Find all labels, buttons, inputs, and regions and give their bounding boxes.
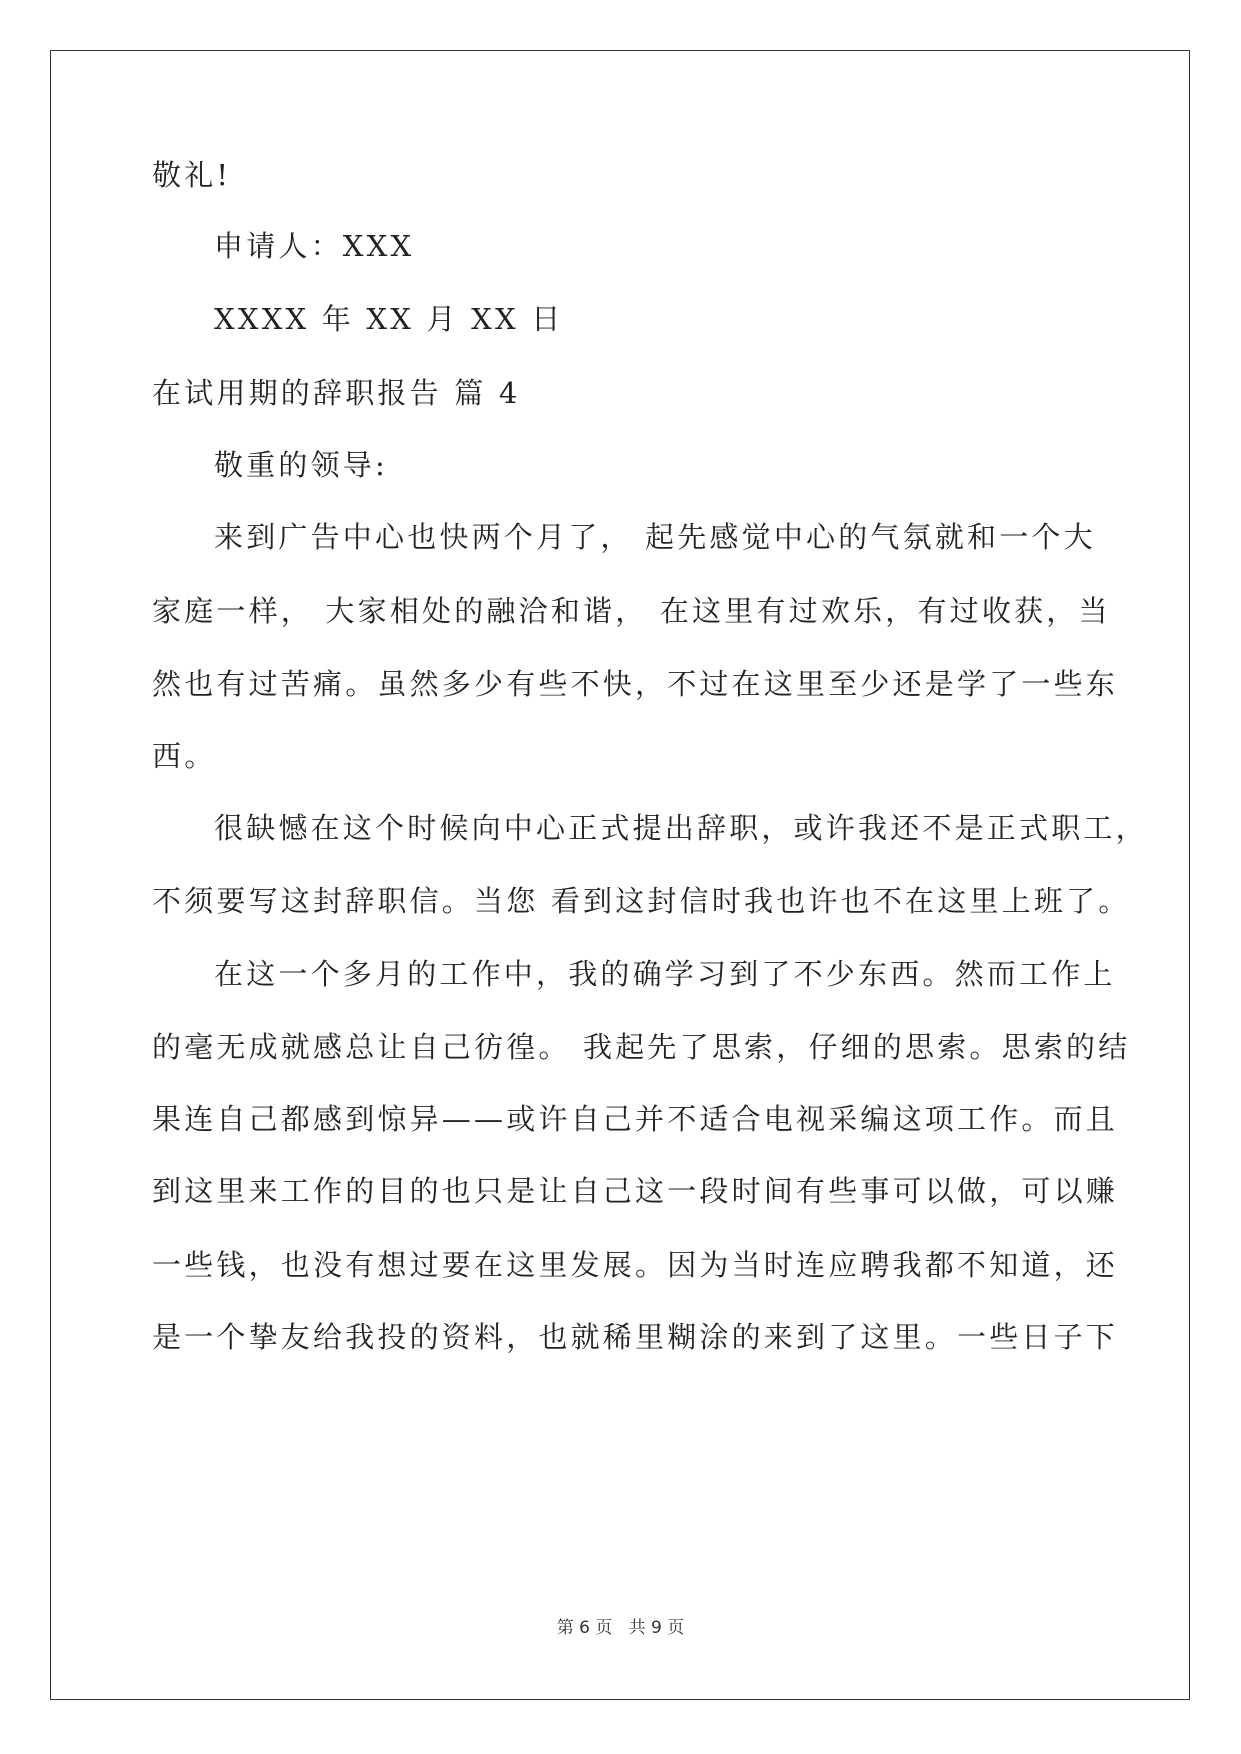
body-line: 在这一个多月的工作中，我的确学习到了不少东西。然而工作上 [214, 957, 1116, 991]
body-line: 果连自己都感到惊异——或许自己并不适合电视采编这项工作。而且 [152, 1102, 1119, 1136]
body-line: 家庭一样， 大家相处的融洽和谐， 在这里有过欢乐，有过收获，当 [152, 594, 1111, 628]
page-border [50, 50, 1190, 1700]
body-line: 的毫无成就感总让自己彷徨。 我起先了思索，仔细的思索。思索的结 [152, 1030, 1131, 1064]
closing-salutation: 敬礼! [152, 158, 232, 192]
body-line: 来到广告中心也快两个月了， 起先感觉中心的气氛就和一个大 [214, 520, 1096, 554]
applicant-line: 申请人：XXX [214, 229, 415, 263]
date-line: XXXX 年 XX 月 XX 日 [214, 302, 564, 336]
page-number-footer: 第 6 页 共 9 页 [556, 1618, 685, 1638]
section-heading: 在试用期的辞职报告 篇 4 [152, 376, 521, 410]
body-line: 是一个挚友给我投的资料，也就稀里糊涂的来到了这里。一些日子下 [152, 1320, 1119, 1354]
body-line: 不须要写这封辞职信。当您 看到这封信时我也许也不在这里上班了。 [152, 884, 1131, 918]
greeting-line: 敬重的领导: [214, 448, 388, 482]
body-line: 西。 [152, 739, 217, 773]
body-line: 到这里来工作的目的也只是让自己这一段时间有些事可以做，可以赚 [152, 1174, 1119, 1208]
body-line: 然也有过苦痛。虽然多少有些不快，不过在这里至少还是学了一些东 [152, 667, 1119, 701]
body-line: 很缺憾在这个时候向中心正式提出辞职，或许我还不是正式职工， [214, 811, 1148, 845]
body-line: 一些钱，也没有想过要在这里发展。因为当时连应聘我都不知道，还 [152, 1248, 1119, 1282]
